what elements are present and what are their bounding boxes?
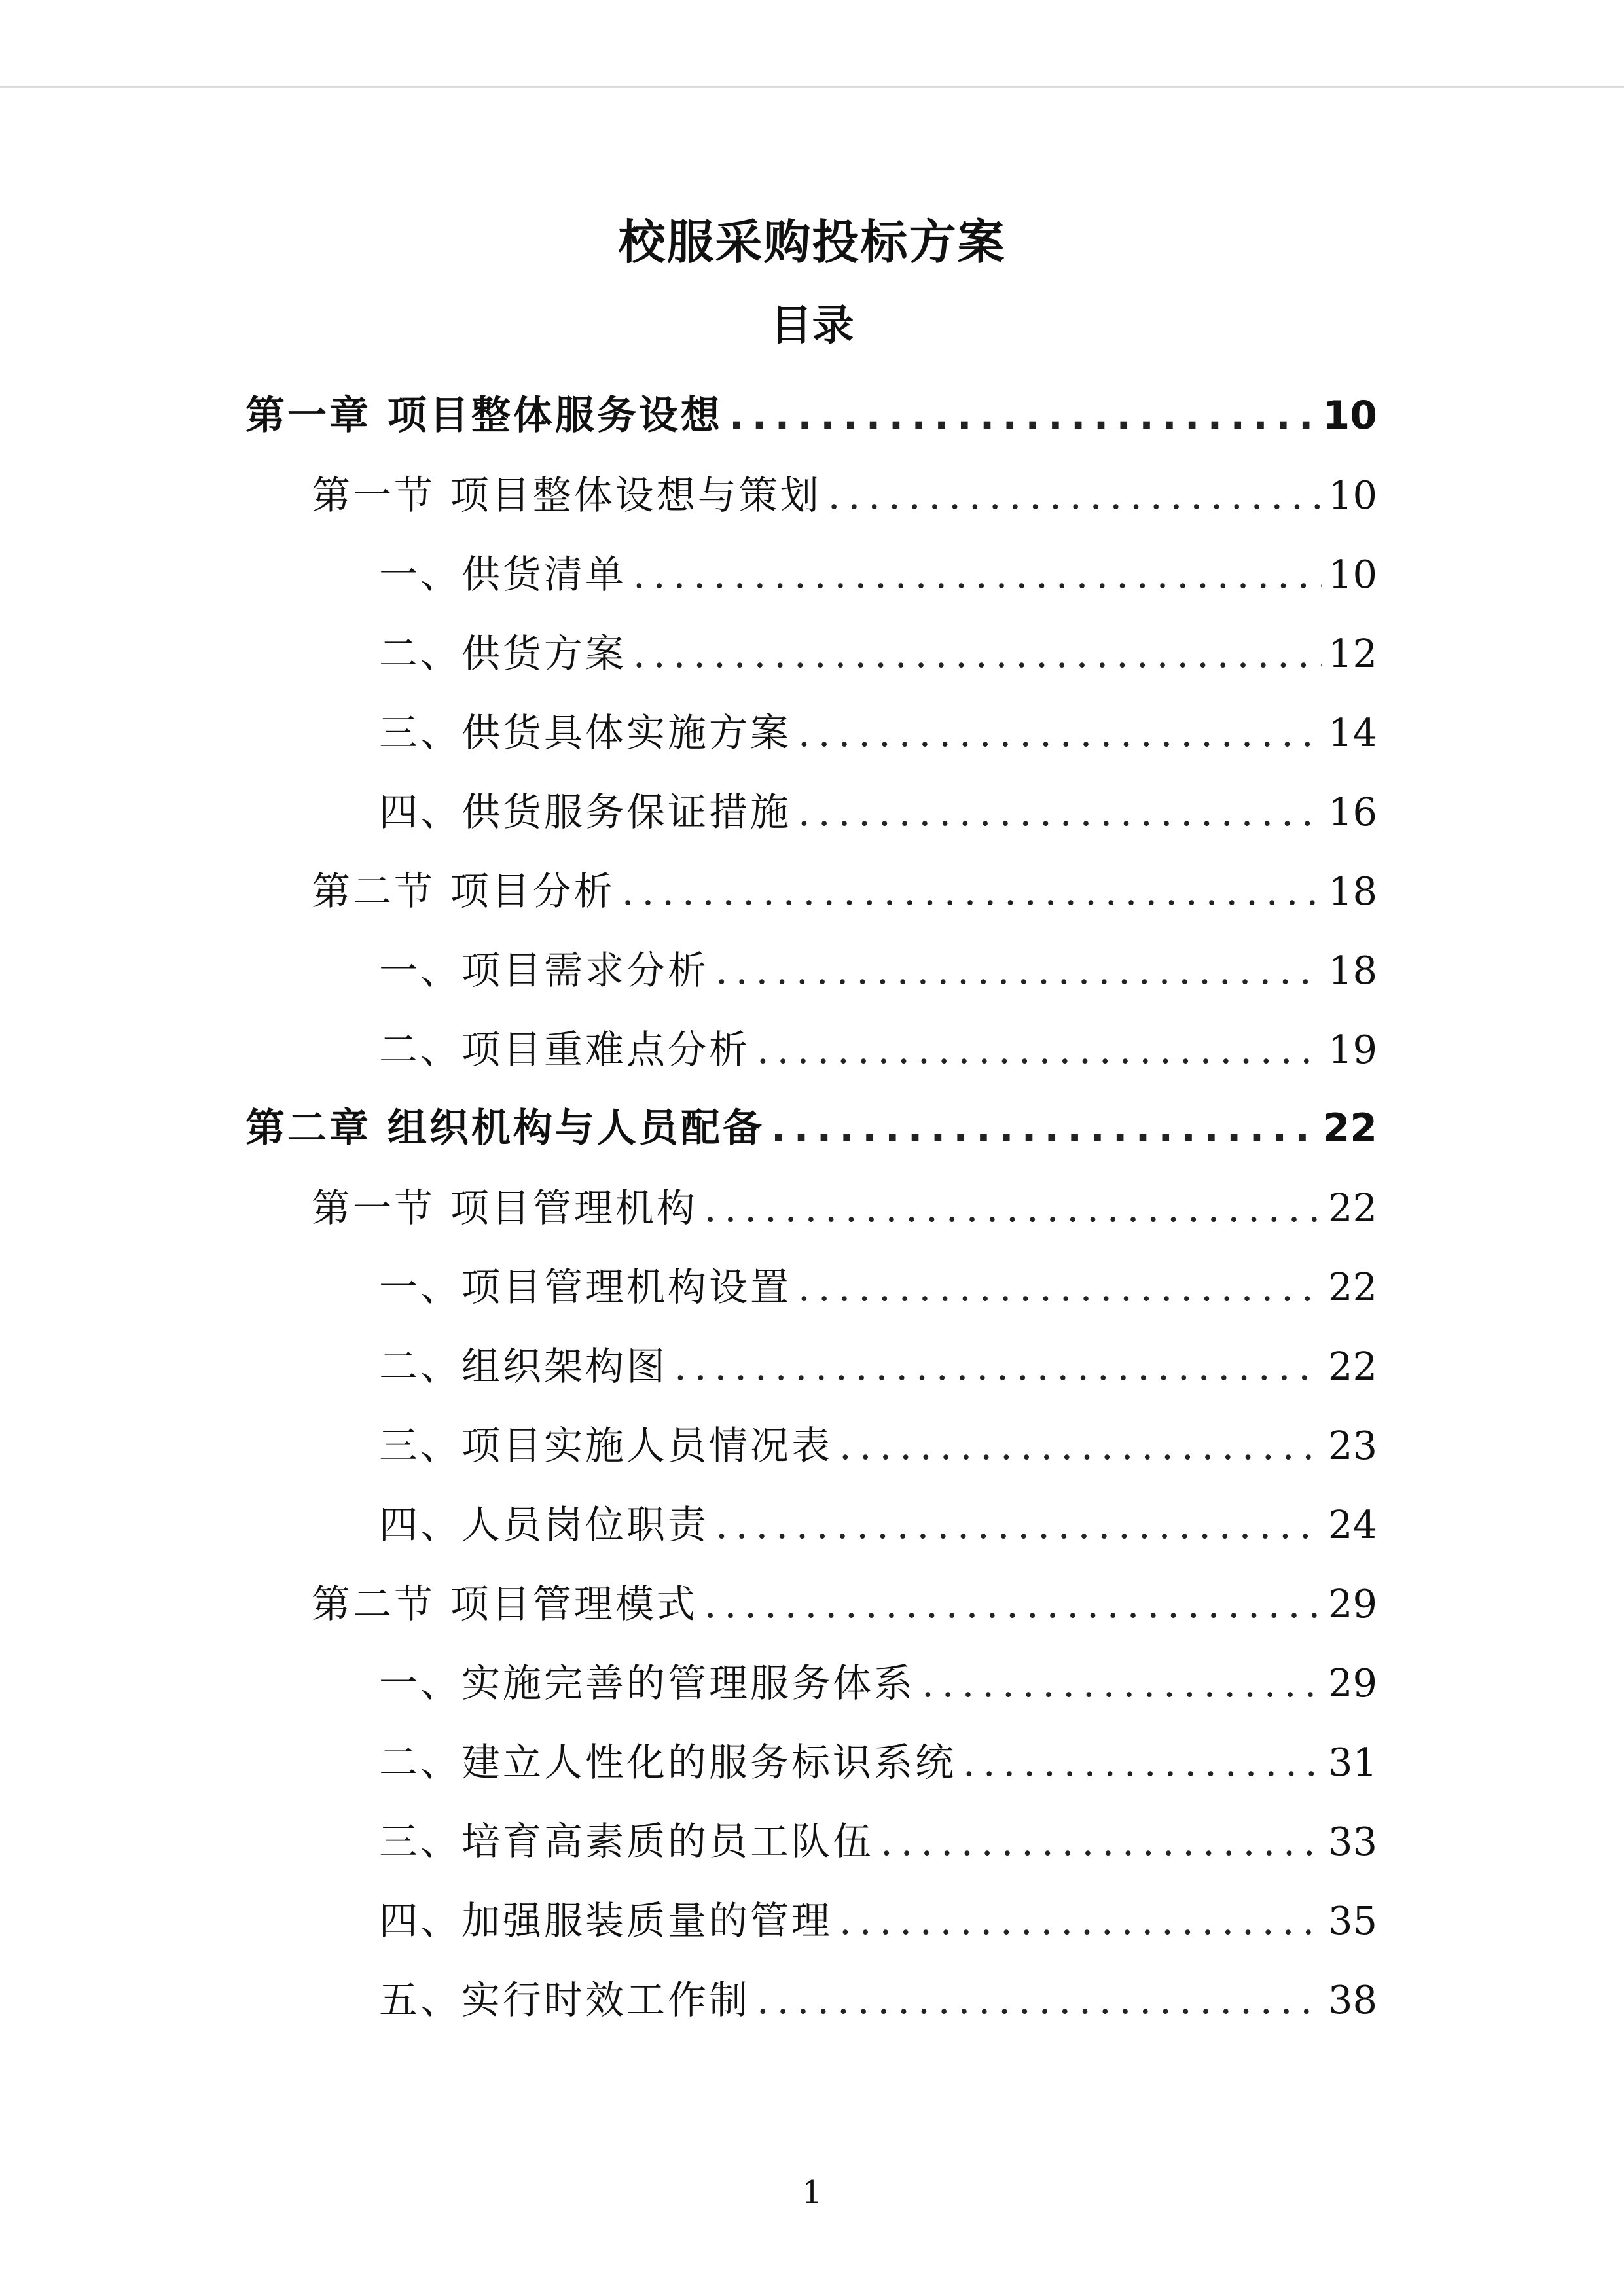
toc-entry-page: 12: [1327, 631, 1377, 676]
toc-entry-page: 10: [1327, 473, 1377, 518]
toc-entry-label: 五、实行时效工作制: [379, 1977, 751, 2022]
toc-entry-page: 22: [1322, 1105, 1377, 1151]
toc-entry-label: 一、实施完善的管理服务体系: [379, 1660, 916, 1706]
toc-entry-page: 33: [1327, 1819, 1377, 1864]
toc-dot-leader: [757, 1960, 1322, 2039]
toc-dot-leader: [633, 535, 1322, 614]
toc-entry[interactable]: [0, 693, 1624, 772]
toc-dot-leader: [704, 1168, 1322, 1247]
toc-dot-leader: [771, 1089, 1316, 1168]
toc-entry-label: 二、组织架构图: [379, 1344, 668, 1389]
toc-entry-page: 38: [1327, 1977, 1377, 2022]
toc-dot-leader: [674, 1327, 1322, 1406]
toc-entry-label: 二、建立人性化的服务标识系统: [379, 1740, 957, 1785]
toc-entry-page: 29: [1327, 1581, 1377, 1626]
toc-entry-page: 24: [1327, 1502, 1377, 1547]
toc-entry[interactable]: [0, 1485, 1624, 1564]
toc-entry[interactable]: [0, 931, 1624, 1010]
toc-dot-leader: [798, 1247, 1322, 1327]
toc-entry[interactable]: [0, 1802, 1624, 1881]
toc-entry[interactable]: [0, 1723, 1624, 1802]
toc-entry[interactable]: [0, 1960, 1624, 2039]
toc-dot-leader: [704, 1564, 1322, 1643]
toc-entry-page: 22: [1327, 1185, 1377, 1230]
toc-entry[interactable]: [0, 852, 1624, 931]
toc-dot-leader: [839, 1406, 1322, 1485]
toc-entry[interactable]: [0, 772, 1624, 852]
toc-entry-page: 10: [1327, 552, 1377, 597]
toc-entry-page: 29: [1327, 1660, 1377, 1706]
toc-dot-leader: [963, 1723, 1322, 1802]
toc-entry-label: 一、供货清单: [379, 552, 627, 597]
page-number: 1: [802, 2174, 822, 2211]
toc-entry[interactable]: [0, 1881, 1624, 1960]
toc-entry-label: 一、项目需求分析: [379, 948, 710, 993]
toc-entry-page: 18: [1327, 869, 1377, 914]
toc-entry-label: 第二节 项目管理模式: [312, 1581, 698, 1626]
toc-dot-leader: [633, 614, 1322, 693]
toc-entry[interactable]: [0, 1089, 1624, 1168]
toc-heading: 目录: [770, 302, 854, 350]
toc-entry-label: 二、项目重难点分析: [379, 1027, 751, 1072]
toc-entry-label: 三、培育高素质的员工队伍: [379, 1819, 875, 1864]
toc-entry[interactable]: [0, 1643, 1624, 1723]
toc-entry-page: 16: [1327, 789, 1377, 834]
toc-entry[interactable]: [0, 1564, 1624, 1643]
toc-entry-page: 22: [1327, 1344, 1377, 1389]
toc-entry-page: 35: [1327, 1898, 1377, 1943]
toc-dot-leader: [757, 1010, 1322, 1089]
toc-dot-leader: [839, 1881, 1322, 1960]
toc-dot-leader: [715, 1485, 1322, 1564]
toc-entry-page: 10: [1322, 393, 1377, 439]
toc-entry[interactable]: [0, 1247, 1624, 1327]
document-title: 校服采购投标方案: [618, 215, 1006, 270]
toc-dot-leader: [798, 693, 1322, 772]
page-top-divider: [0, 86, 1624, 88]
toc-entry[interactable]: [0, 1168, 1624, 1247]
toc-entry-label: 四、加强服装质量的管理: [379, 1898, 833, 1943]
toc-dot-leader: [715, 931, 1322, 1010]
toc-entry[interactable]: [0, 535, 1624, 614]
toc-entry[interactable]: [0, 1406, 1624, 1485]
toc-entry-label: 第一节 项目整体设想与策划: [312, 473, 821, 518]
toc-entry-label: 三、项目实施人员情况表: [379, 1423, 833, 1468]
toc-entry-page: 14: [1327, 710, 1377, 755]
toc-entry[interactable]: [0, 1010, 1624, 1089]
toc-entry-label: 第二节 项目分析: [312, 869, 615, 914]
table-of-contents: [0, 376, 1624, 2039]
toc-dot-leader: [729, 376, 1316, 456]
toc-entry[interactable]: [0, 456, 1624, 535]
toc-dot-leader: [922, 1643, 1322, 1723]
toc-entry-label: 四、供货服务保证措施: [379, 789, 792, 834]
toc-entry-label: 第一节 项目管理机构: [312, 1185, 698, 1230]
toc-entry-label: 第二章 组织机构与人员配备: [245, 1105, 765, 1151]
toc-dot-leader: [622, 852, 1322, 931]
toc-dot-leader: [798, 772, 1322, 852]
toc-entry-label: 第一章 项目整体服务设想: [245, 393, 723, 439]
toc-entry-label: 二、供货方案: [379, 631, 627, 676]
toc-entry-page: 18: [1327, 948, 1377, 993]
toc-entry-label: 一、项目管理机构设置: [379, 1265, 792, 1310]
toc-entry-label: 三、供货具体实施方案: [379, 710, 792, 755]
toc-entry[interactable]: [0, 376, 1624, 456]
toc-entry-label: 四、人员岗位职责: [379, 1502, 710, 1547]
toc-dot-leader: [880, 1802, 1322, 1881]
toc-entry-page: 22: [1327, 1265, 1377, 1310]
toc-entry-page: 19: [1327, 1027, 1377, 1072]
toc-dot-leader: [828, 456, 1322, 535]
toc-entry-page: 31: [1327, 1740, 1377, 1785]
toc-entry[interactable]: [0, 1327, 1624, 1406]
toc-entry-page: 23: [1327, 1423, 1377, 1468]
toc-entry[interactable]: [0, 614, 1624, 693]
